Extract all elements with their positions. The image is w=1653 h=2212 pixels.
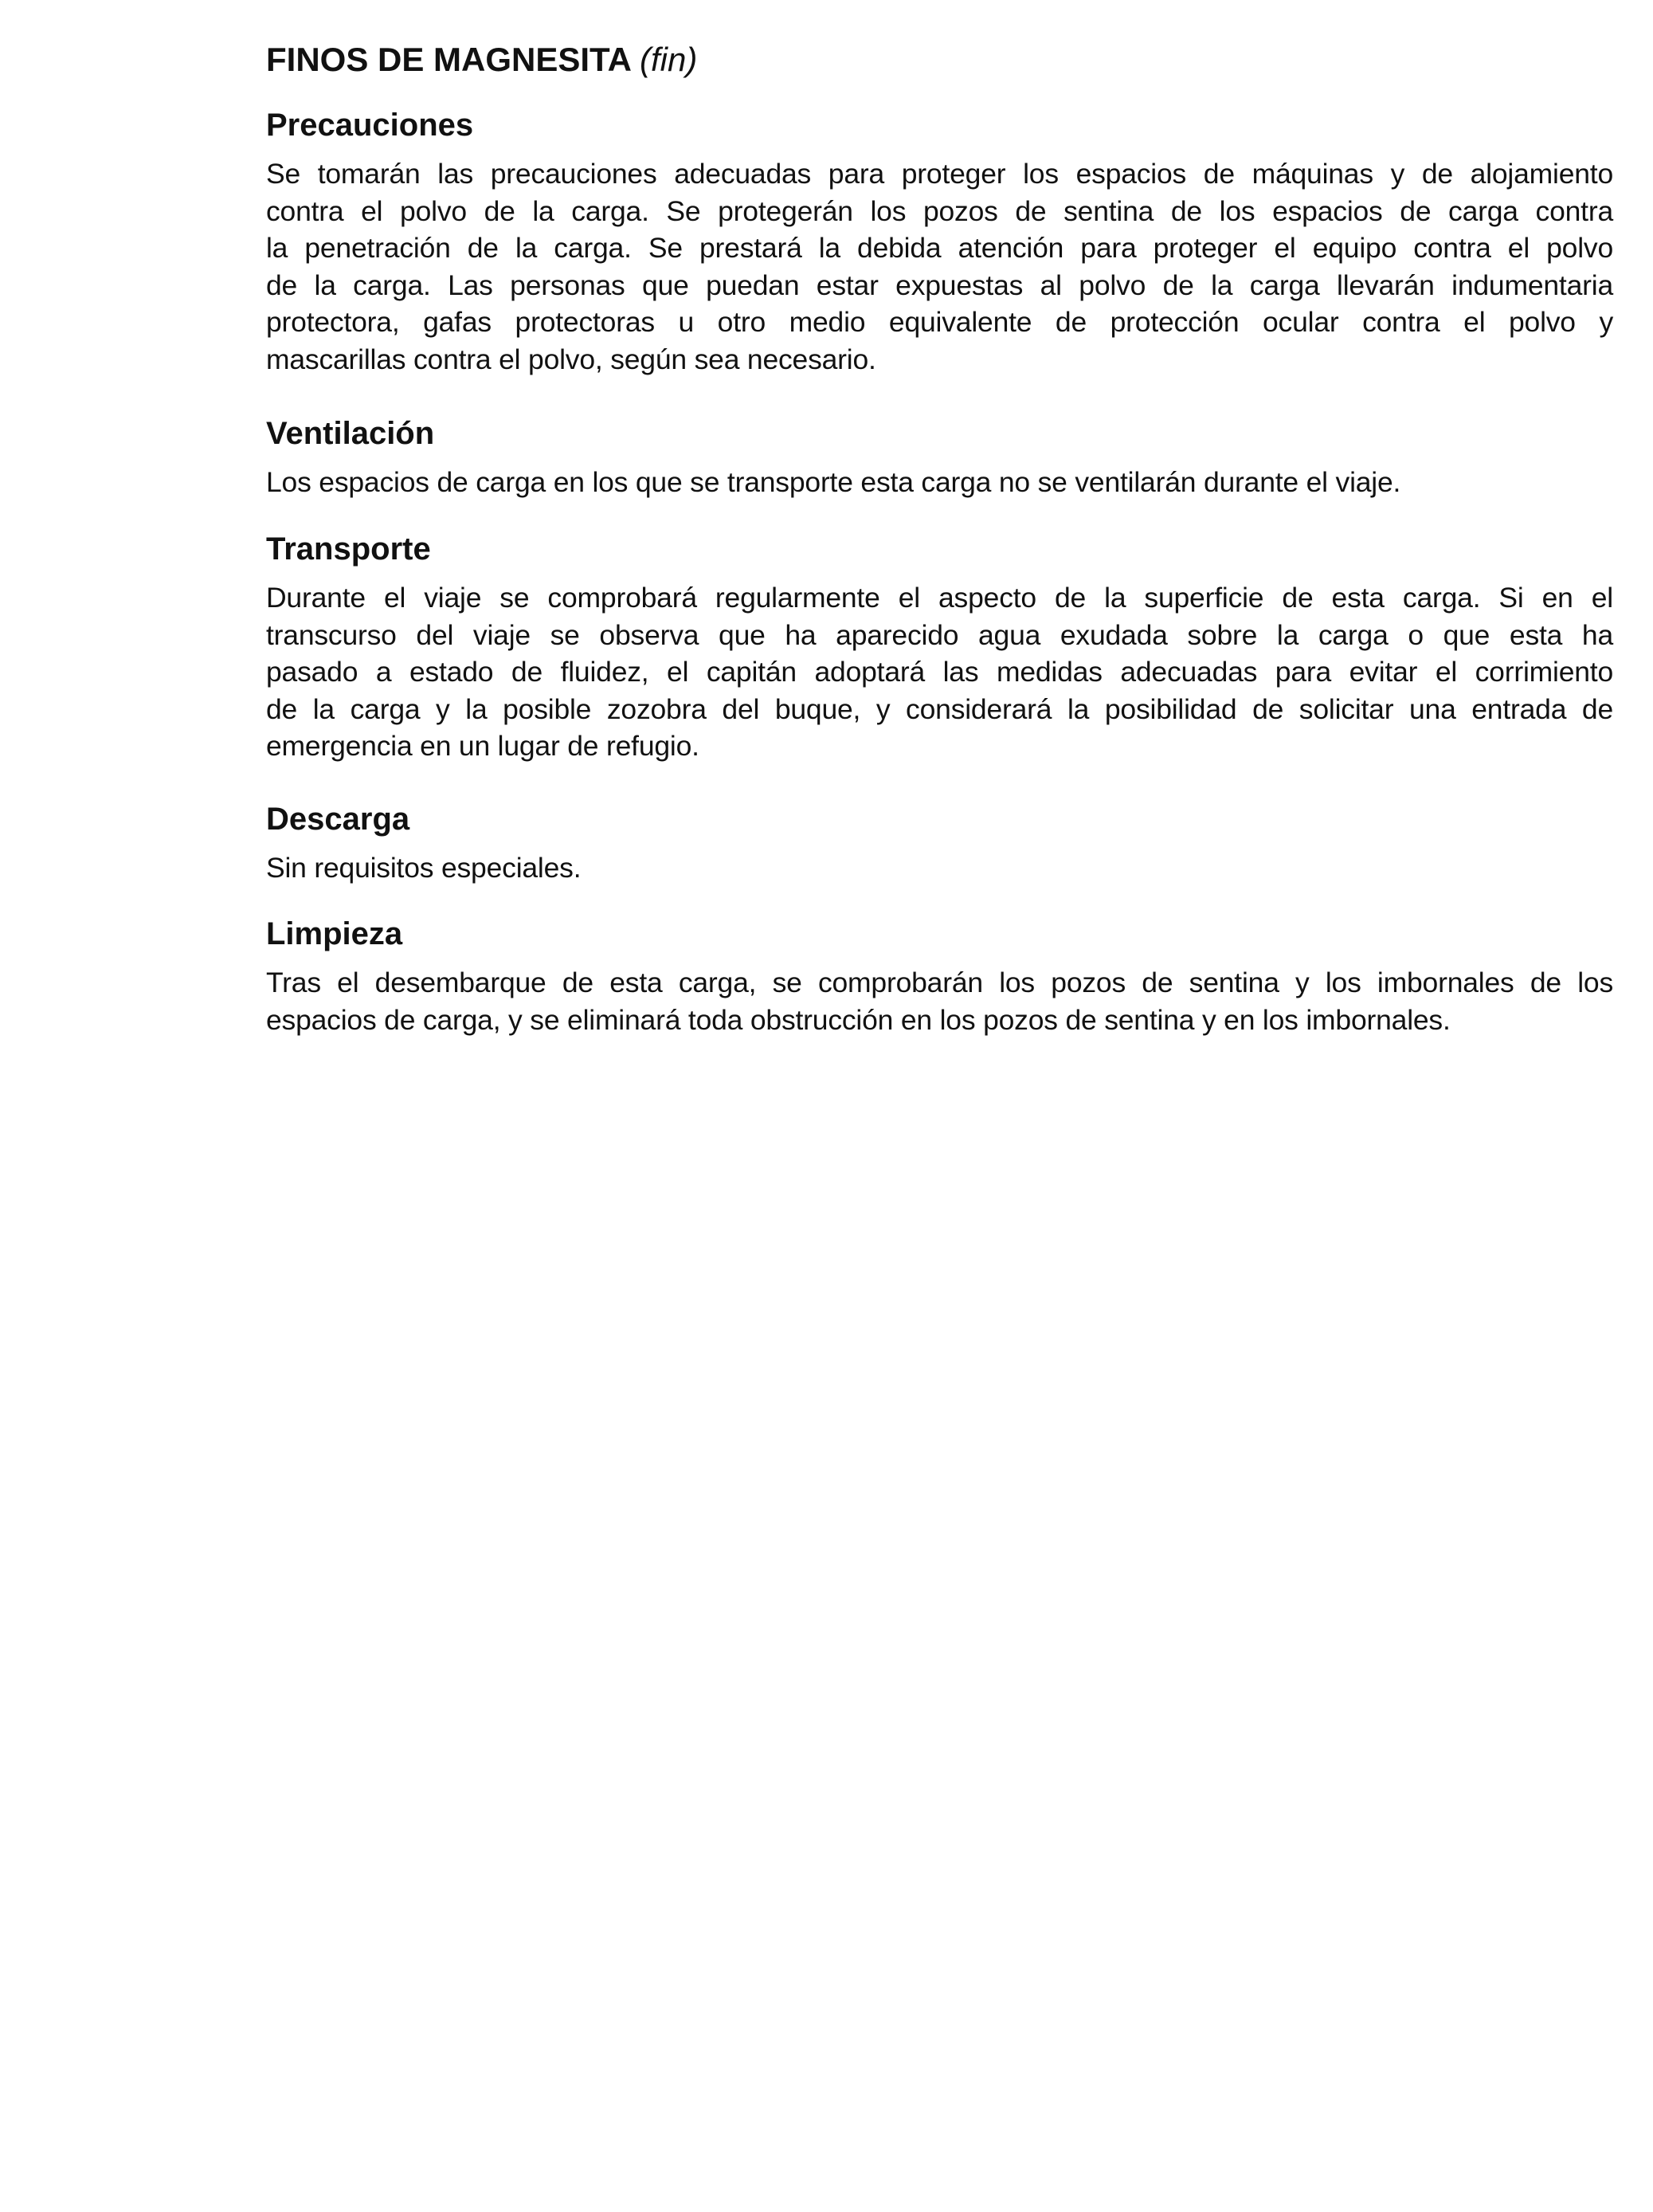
section-precauciones — [266, 101, 1613, 378]
paragraph-line: emergencia en un lugar de refugio. — [266, 730, 699, 762]
paragraph-line: Durante el viaje se comprobará regularmente el aspecto de la superficie de esta carga. Si en el — [266, 582, 1613, 614]
section-limpieza — [266, 910, 1613, 1038]
title-main: FINOS DE MAGNESITA — [266, 41, 631, 78]
section-descarga — [266, 795, 1613, 887]
section-heading: Limpieza — [266, 916, 403, 951]
paragraph-line: de la carga. Las personas que puedan estar expuestas al polvo de la carga llevarán indumentaria — [266, 269, 1613, 301]
section-heading: Transporte — [266, 531, 431, 567]
section-ventilacion — [266, 410, 1613, 501]
title-suffix: (fin) — [640, 41, 698, 78]
section-heading: Precauciones — [266, 108, 474, 143]
paragraph-line: mascarillas contra el polvo, según sea necesario. — [266, 343, 876, 375]
paragraph-line: de la carga y la posible zozobra del buque, y considerará la posibilidad de solicitar una entrada de — [266, 692, 1613, 725]
paragraph-line: Tras el desembarque de esta carga, se comprobarán los pozos de sentina y los imbornales de los — [266, 967, 1613, 998]
paragraph-line: pasado a estado de fluidez, el capitán adoptará las medidas adecuadas para evitar el corrimiento — [266, 656, 1613, 688]
paragraph-line: la penetración de la carga. Se prestará la debida atención para proteger el equipo contra el polvo — [266, 232, 1613, 264]
page-title — [266, 36, 697, 84]
paragraph-line: Se tomarán las precauciones adecuadas para proteger los espacios de máquinas y de alojamiento — [266, 158, 1613, 190]
paragraph-line: espacios de carga, y se eliminará toda obstrucción en los pozos de sentina y en los imbornales. — [266, 1003, 1451, 1036]
paragraph-line: contra el polvo de la carga. Se protegerán los pozos de sentina de los espacios de carga contra — [266, 194, 1613, 227]
paragraph-line: protectora, gafas protectoras u otro medio equivalente de protección ocular contra el polvo y — [266, 306, 1613, 338]
section-heading: Descarga — [266, 802, 410, 837]
paragraph-line: Los espacios de carga en los que se transporte esta carga no se ventilarán durante el viaje. — [266, 466, 1401, 498]
section-heading: Ventilación — [266, 416, 435, 451]
paragraph-line: Sin requisitos especiales. — [266, 852, 582, 884]
paragraph-line: transcurso del viaje se observa que ha aparecido agua exudada sobre la carga o que esta ha — [266, 618, 1613, 651]
section-transporte — [266, 525, 1613, 765]
